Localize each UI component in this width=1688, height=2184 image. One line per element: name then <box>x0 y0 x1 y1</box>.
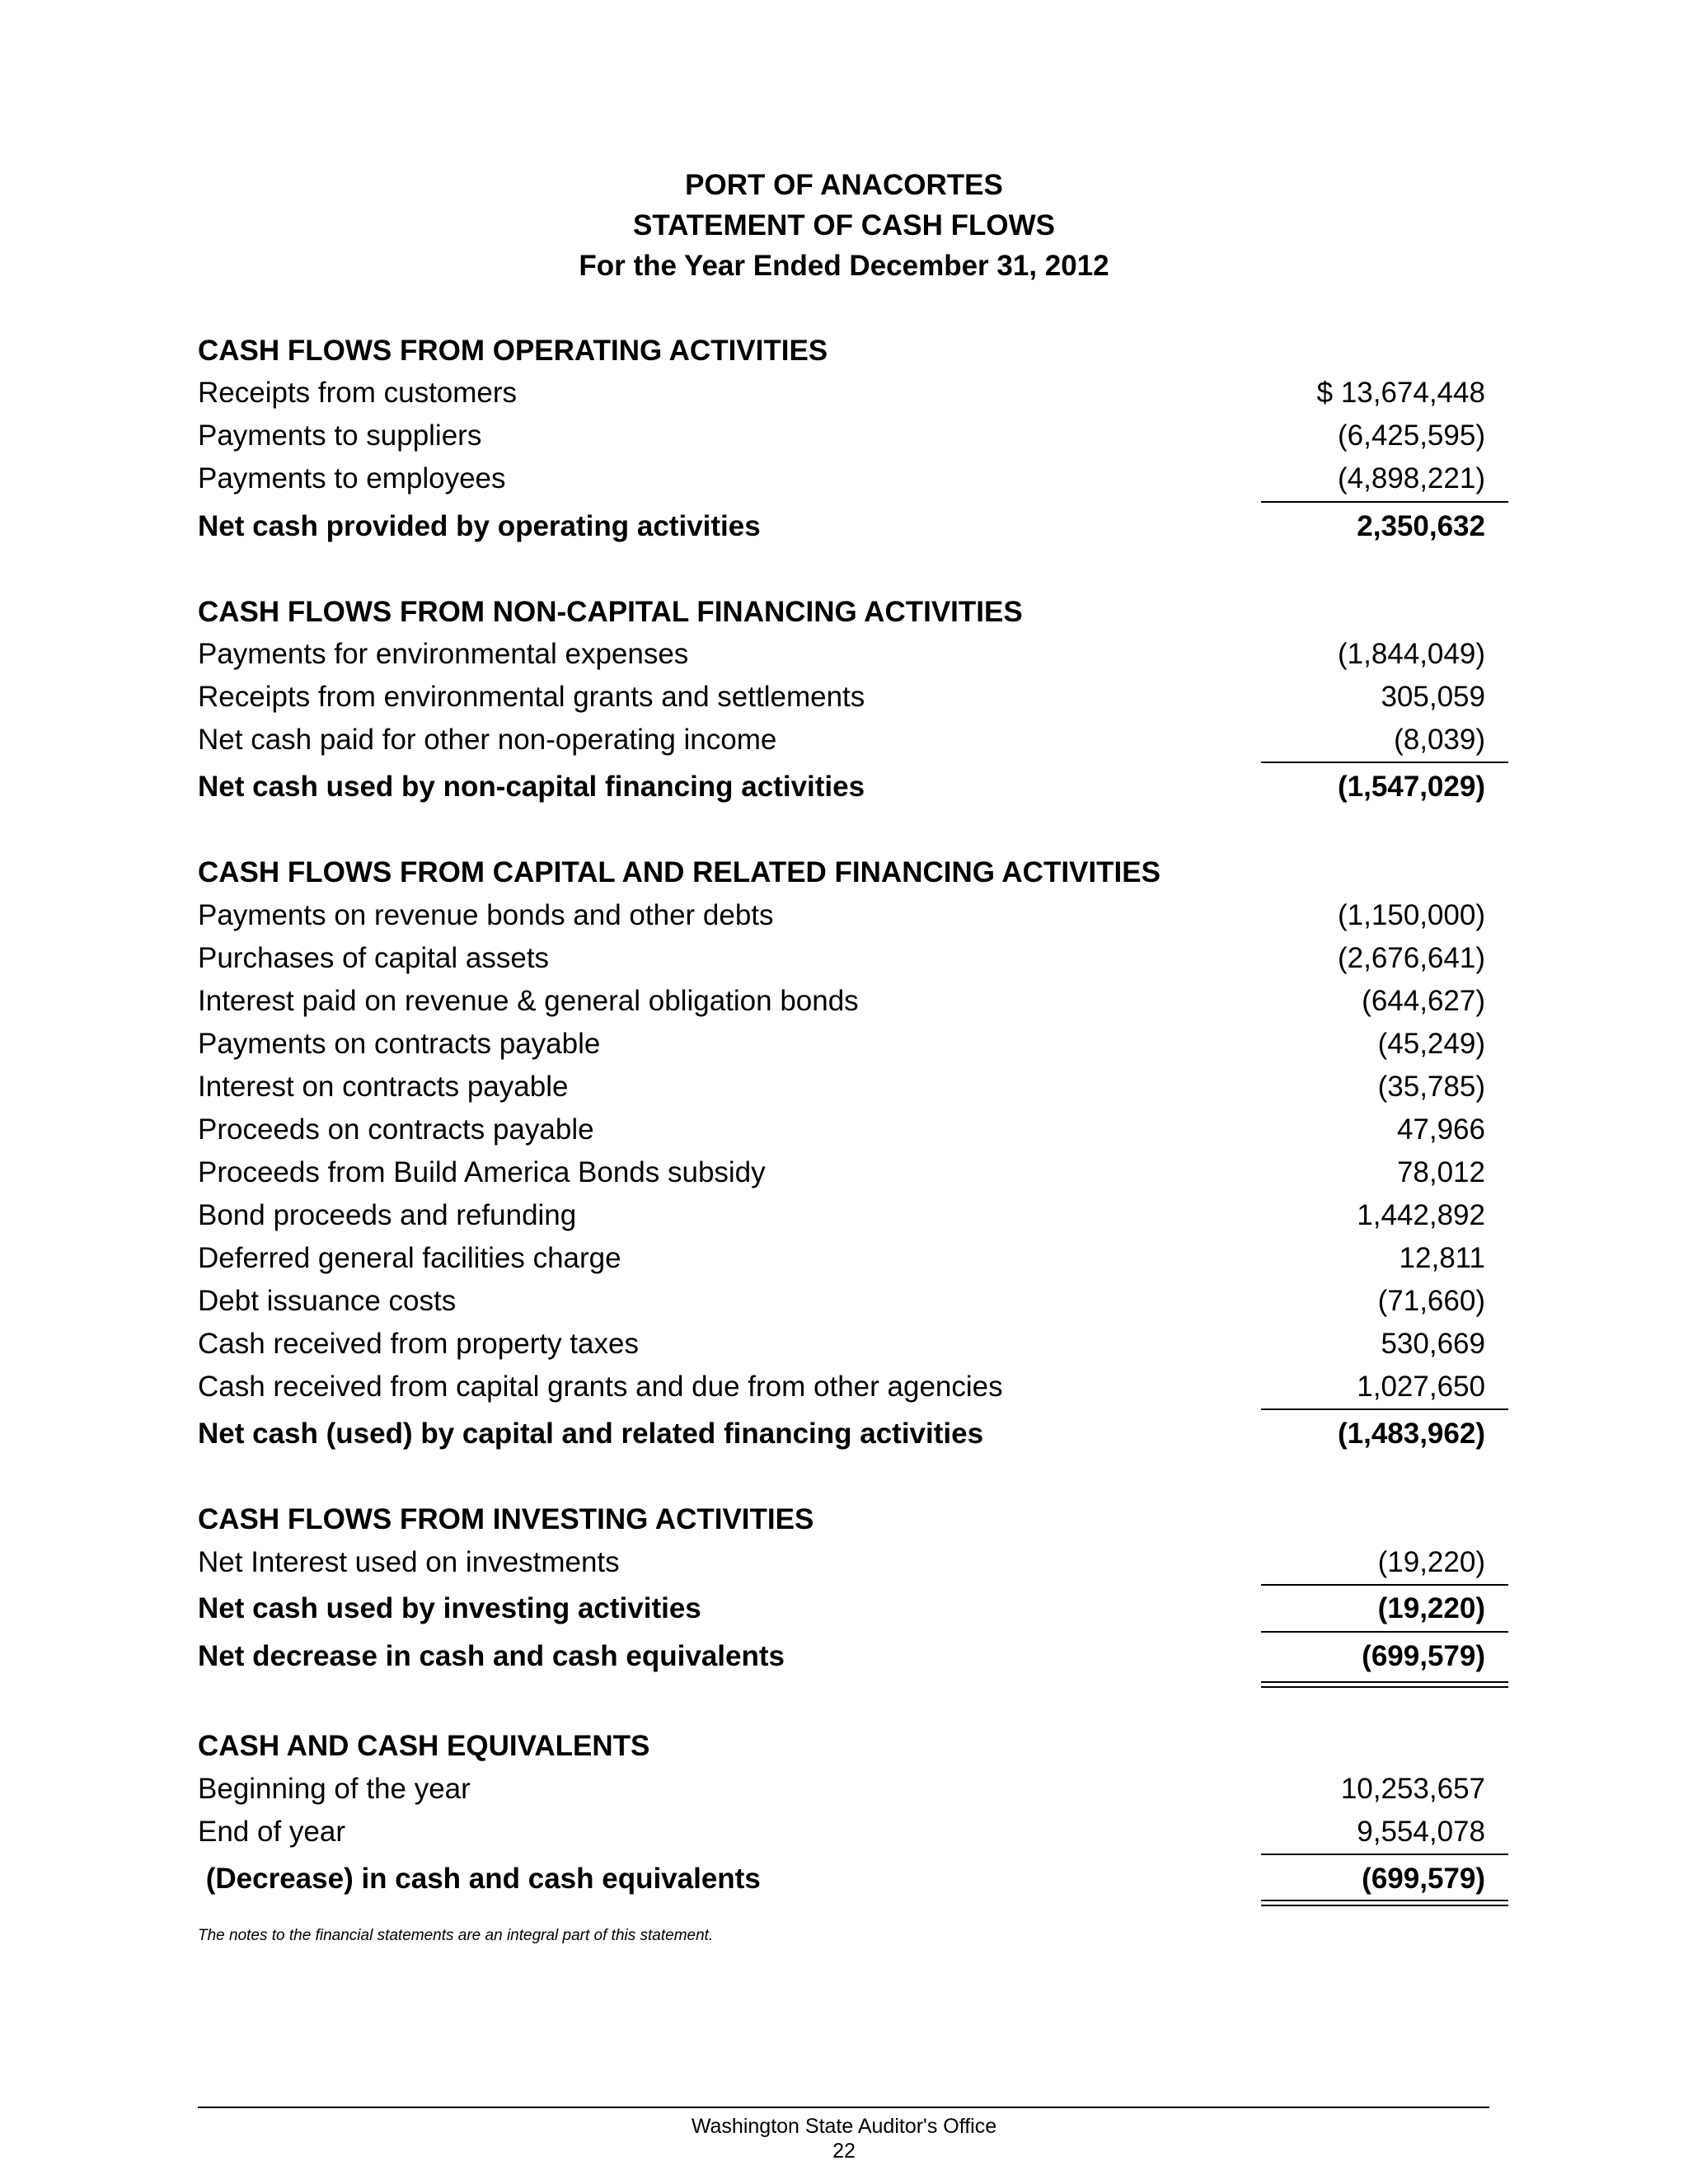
section-heading-capital: CASH FLOWS FROM CAPITAL AND RELATED FINANCING ACTIVITIES <box>198 856 1160 888</box>
line-item: Payments to suppliers (6,425,595) <box>198 419 1485 452</box>
line-item: Debt issuance costs (71,660) <box>198 1285 1485 1317</box>
total-row-equivalents: (Decrease) in cash and cash equivalents (699,579) <box>198 1863 1485 1895</box>
footer-divider <box>198 2107 1489 2108</box>
section-heading-equivalents: CASH AND CASH EQUIVALENTS <box>198 1730 650 1762</box>
subtotal-rule <box>1261 1408 1508 1410</box>
line-item: Payments on contracts payable (45,249) <box>198 1028 1485 1060</box>
line-item: Payments for environmental expenses (1,844,049) <box>198 638 1485 670</box>
total-row-operating: Net cash provided by operating activities 2,350,632 <box>198 510 1485 542</box>
net-decrease-row: Net decrease in cash and cash equivalents (699,579) <box>198 1640 1485 1672</box>
line-item: Proceeds on contracts payable 47,966 <box>198 1113 1485 1146</box>
line-item: Net cash paid for other non-operating income (8,039) <box>198 724 1485 756</box>
subtotal-rule <box>1261 1854 1508 1855</box>
line-item: Payments on revenue bonds and other debts (1,150,000) <box>198 899 1485 931</box>
section-heading-noncapital: CASH FLOWS FROM NON-CAPITAL FINANCING ACTIVITIES <box>198 596 1023 628</box>
line-item: Bond proceeds and refunding 1,442,892 <box>198 1199 1485 1231</box>
page-number: 22 <box>832 2139 856 2163</box>
total-row-investing: Net cash used by investing activities (19,220) <box>198 1592 1485 1624</box>
statement-title <box>0 165 1688 286</box>
line-item: End of year 9,554,078 <box>198 1816 1485 1848</box>
line-item: Beginning of the year 10,253,657 <box>198 1773 1485 1805</box>
line-item: Payments to employees (4,898,221) <box>198 462 1485 494</box>
line-item: Interest paid on revenue & general obligation bonds (644,627) <box>198 985 1485 1017</box>
total-row-capital: Net cash (used) by capital and related financing activities (1,483,962) <box>198 1418 1485 1450</box>
subtotal-rule <box>1261 1631 1508 1633</box>
statement-period: For the Year Ended December 31, 2012 <box>579 250 1109 282</box>
line-item: Receipts from environmental grants and settlements 305,059 <box>198 681 1485 713</box>
line-item: Proceeds from Build America Bonds subsidy 78,012 <box>198 1156 1485 1188</box>
line-item: Receipts from customers $ 13,674,448 <box>198 377 1485 409</box>
statement-name: STATEMENT OF CASH FLOWS <box>633 209 1055 241</box>
line-item: Interest on contracts payable (35,785) <box>198 1071 1485 1103</box>
entity-name: PORT OF ANACORTES <box>685 169 1003 201</box>
statement-note: The notes to the financial statements are an integral part of this statement. <box>198 1927 714 1944</box>
line-item: Net Interest used on investments (19,220) <box>198 1546 1485 1578</box>
line-item: Purchases of capital assets (2,676,641) <box>198 942 1485 974</box>
subtotal-rule <box>1261 1584 1508 1586</box>
subtotal-rule <box>1261 501 1508 503</box>
double-total-rule <box>1261 1681 1508 1688</box>
line-item: Cash received from property taxes 530,669 <box>198 1328 1485 1360</box>
line-item: Deferred general facilities charge 12,811 <box>198 1242 1485 1274</box>
line-item: Cash received from capital grants and due from other agencies 1,027,650 <box>198 1371 1485 1403</box>
section-heading-investing: CASH FLOWS FROM INVESTING ACTIVITIES <box>198 1503 814 1535</box>
double-total-rule <box>1261 1900 1508 1906</box>
subtotal-rule <box>1261 762 1508 763</box>
section-heading-operating: CASH FLOWS FROM OPERATING ACTIVITIES <box>198 335 828 367</box>
footer-office: Washington State Auditor's Office <box>691 2115 997 2138</box>
total-row-noncapital: Net cash used by non-capital financing activities (1,547,029) <box>198 771 1485 803</box>
